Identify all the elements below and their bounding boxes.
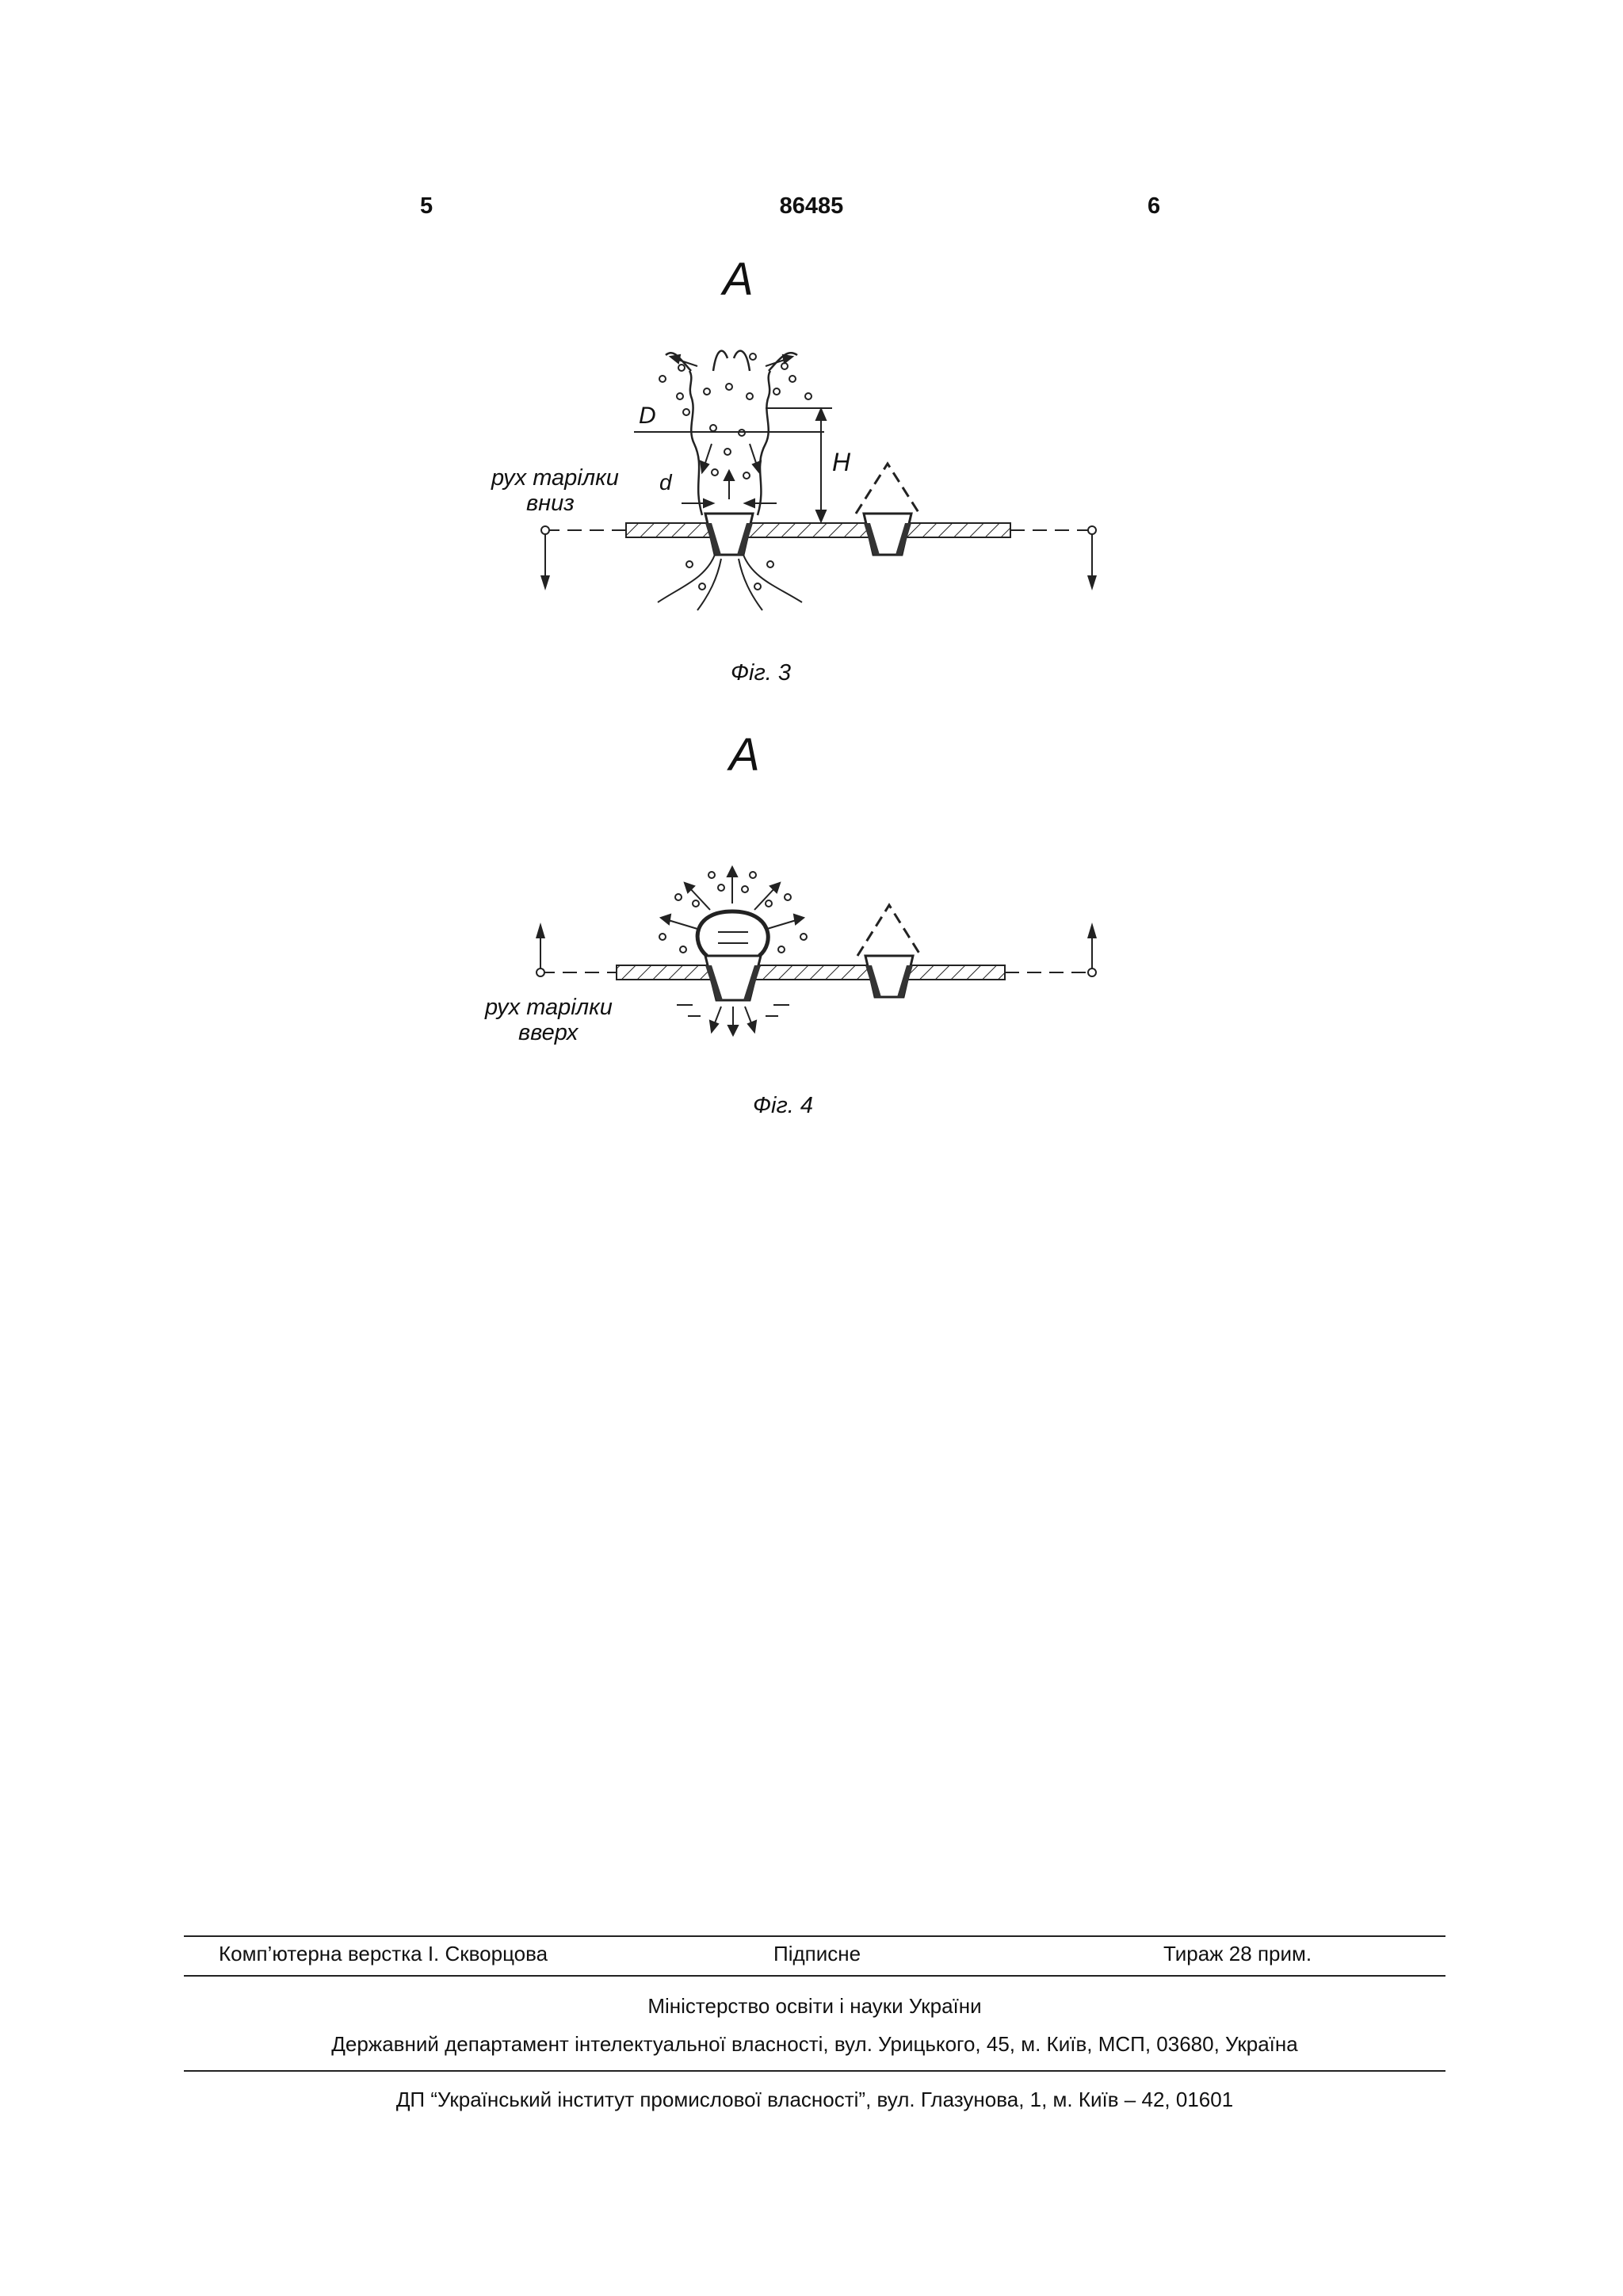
footer-typesetting: Комп’ютерна верстка І. Скворцова xyxy=(219,1942,548,1966)
figure-4 xyxy=(0,713,1623,1125)
figure-4-caption: Фіг. 4 xyxy=(753,1093,814,1118)
footer-rule-2 xyxy=(184,1975,1445,1977)
valve-cone-closed xyxy=(857,905,921,997)
down-arrow-right xyxy=(1087,534,1097,590)
footer-rule-1 xyxy=(184,1935,1445,1937)
motion-label-down-line1: рух тарілки xyxy=(491,465,619,491)
valve-cone-active xyxy=(705,514,753,555)
label-D: D xyxy=(639,403,656,429)
up-arrow-right xyxy=(1087,923,1097,968)
footer-print-run: Тираж 28 прим. xyxy=(1163,1942,1312,1966)
motion-label-down-line2: вниз xyxy=(526,491,575,516)
dimension-D xyxy=(634,408,832,432)
figure-3 xyxy=(0,0,1623,713)
page-number-left: 5 xyxy=(420,193,433,219)
footer-ministry: Міністерство освіти і науки України xyxy=(647,1994,982,2018)
figure-4-view-label: A xyxy=(729,729,760,781)
liquid-jet xyxy=(666,351,797,515)
up-arrow-left xyxy=(536,923,545,968)
flow-arrows xyxy=(670,355,792,499)
tray-plate xyxy=(617,965,1005,980)
liquid-dome xyxy=(697,911,768,956)
footer-department: Державний департамент інтелектуальної власності, вул. Урицького, 45, м. Київ, МСП, 03680, Україна xyxy=(331,2032,1298,2056)
valve-cone-closed xyxy=(856,464,919,555)
page-number-right: 6 xyxy=(1148,193,1161,219)
figure-3-caption: Фіг. 3 xyxy=(731,660,792,686)
dimension-H xyxy=(816,409,826,521)
dimension-d xyxy=(682,499,777,507)
motion-label-up-line2: вверх xyxy=(518,1020,579,1045)
document-number: 86485 xyxy=(779,193,844,219)
label-d: d xyxy=(659,470,672,495)
footer-institute: ДП “Український інститут промислової власності”, вул. Глазунова, 1, м. Київ – 42, 01601 xyxy=(395,2088,1234,2111)
valve-cone-active xyxy=(705,956,761,1000)
footer-signed: Підписне xyxy=(773,1942,861,1966)
inflow-streams xyxy=(658,555,802,610)
figure-3-view-label: A xyxy=(723,254,754,305)
tray-plate xyxy=(626,523,1010,537)
footer-rule-3 xyxy=(184,2070,1445,2072)
down-arrow-left xyxy=(540,534,550,590)
label-H: H xyxy=(832,448,851,476)
motion-label-up-line1: рух тарілки xyxy=(485,995,613,1020)
